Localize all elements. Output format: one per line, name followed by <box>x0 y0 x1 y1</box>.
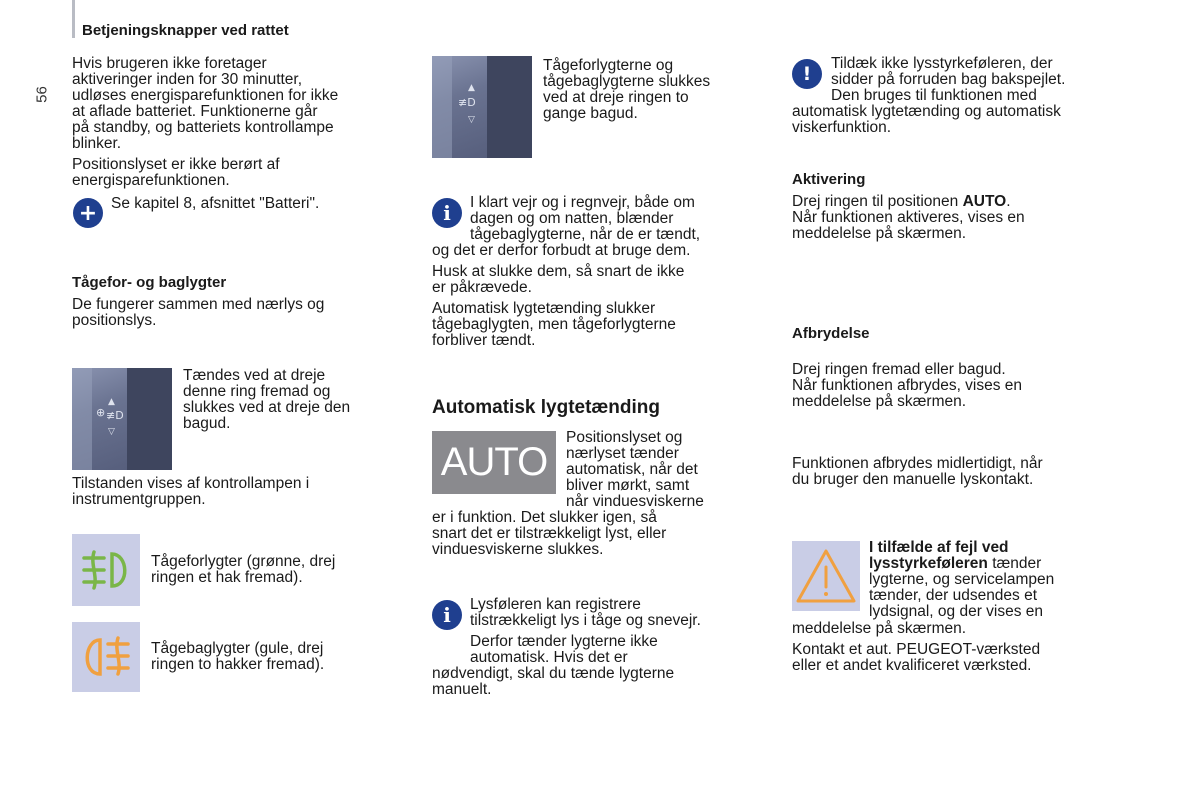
stalk-photo-2 <box>432 56 532 158</box>
deactivation-heading: Afbrydelse <box>792 325 870 342</box>
activation-paragraph: Drej ringen til positionen AUTO. Når funktionen aktiveres, vises en meddelelse på skærmen. <box>792 193 1025 242</box>
remember-paragraph: Husk at slukke dem, så snart de ikke er påkrævede. <box>432 263 685 296</box>
warning-tile <box>792 541 860 611</box>
svg-text:▽: ▽ <box>468 115 475 125</box>
warning-paragraph: Tildæk ikke lysstyrkeføleren, der sidder på forruden bag bakspejlet. Den bruges til funktionen med <box>831 55 1066 104</box>
auto-paragraph-end: er i funktion. Det slukker igen, så snart det er tilstrækkeligt lyst, eller vinduesviskerne slukkes. <box>432 509 667 558</box>
page-title: Betjeningsknapper ved rattet <box>82 22 289 39</box>
header-bar <box>72 0 75 38</box>
auto-paragraph: Positionslyset og nærlyset tænder automatisk, når det bliver mørkt, samt når vinduesviskerne <box>566 429 704 510</box>
svg-text:≢D: ≢D <box>106 409 124 422</box>
intro-paragraph: Hvis brugeren ikke foretager aktiveringer inden for 30 minutter, udløses energisparefunktionen for ikke at aflade batteriet. Funktionerne går på standby, og batteriets kontrollampe blinker. <box>72 55 339 152</box>
deactivation-paragraph: Drej ringen fremad eller bagud. Når funktionen afbrydes, vises en meddelelse på skærmen. <box>792 361 1023 410</box>
svg-text:▲: ▲ <box>468 83 475 93</box>
activation-heading: Aktivering <box>792 171 866 188</box>
info-paragraph-2-end: nødvendigt, skal du tænde lygterne manuelt. <box>432 665 675 698</box>
contact-paragraph: Kontakt et aut. PEUGEOT-værksted eller et andet kvalificeret værksted. <box>792 641 1041 674</box>
auto-heading: Automatisk lygtetænding <box>432 397 661 418</box>
fault-paragraph: I tilfælde af fejl ved lysstyrkeføleren tænder lygterne, og servicelampen tænder, der udsendes et lydsignal, og der vises en <box>869 539 1055 620</box>
rear-fog-icon <box>72 622 140 692</box>
warning-triangle-icon <box>792 541 860 611</box>
front-fog-icon <box>72 534 140 606</box>
fault-paragraph-end: meddelelse på skærmen. <box>792 620 967 637</box>
info-paragraph-1-end: og det er derfor forbudt at bruge dem. <box>432 242 691 259</box>
front-fog-tile <box>72 534 140 606</box>
svg-text:⊕: ⊕ <box>96 406 106 419</box>
rear-fog-text: Tågebaglygter (gule, drej ringen to hakker fremad). <box>151 640 325 673</box>
fog-heading: Tågefor- og baglygter <box>72 274 227 291</box>
page-number: 56 <box>33 86 51 103</box>
fog-paragraph: De fungerer sammen med nærlys og positionslys. <box>72 296 325 329</box>
temporary-paragraph: Funktionen afbrydes midlertidigt, når du bruger den manuelle lyskontakt. <box>792 455 1043 488</box>
front-fog-text: Tågeforlygter (grønne, drej ringen et hak fremad). <box>151 553 336 586</box>
stalk-illustration-2 <box>432 56 532 158</box>
fog-off-paragraph: Tågeforlygterne og tågebaglygterne slukkes ved at dreje ringen to gange bagud. <box>543 57 711 122</box>
plus-circle-icon: + <box>73 198 103 228</box>
svg-text:▲: ▲ <box>108 397 115 407</box>
exclamation-icon: ! <box>792 59 822 89</box>
info-paragraph-1: I klart vejr og i regnvejr, både om dagen og om natten, blænder tågebaglygterne, når de er tændt, <box>470 194 701 243</box>
svg-text:≢D: ≢D <box>458 96 476 109</box>
info-paragraph-2: Lysføleren kan registrere tilstrækkeligt lys i tåge og snevejr. Derfor tænder lygterne ikke automatisk. Hvis det er <box>470 596 701 666</box>
auto-off-paragraph: Automatisk lygtetænding slukker tågebaglygten, men tågeforlygterne forbliver tændt. <box>432 300 676 349</box>
stalk-illustration <box>72 368 172 470</box>
auto-label-box: AUTO <box>432 431 556 494</box>
stalk-photo <box>72 368 172 470</box>
svg-text:▽: ▽ <box>108 427 115 437</box>
ring-paragraph: Tændes ved at dreje denne ring fremad og slukkes ved at dreje den bagud. <box>183 367 351 432</box>
status-paragraph: Tilstanden vises af kontrollampen i instrumentgruppen. <box>72 475 310 508</box>
position-paragraph: Positionslyset er ikke berørt af energisparefunktionen. <box>72 156 280 189</box>
info-icon-2: i <box>432 600 462 630</box>
warning-paragraph-end: automatisk lygtetænding og automatisk viskerfunktion. <box>792 103 1061 136</box>
battery-reference: Se kapitel 8, afsnittet "Batteri". <box>111 195 320 212</box>
info-icon: i <box>432 198 462 228</box>
rear-fog-tile <box>72 622 140 692</box>
